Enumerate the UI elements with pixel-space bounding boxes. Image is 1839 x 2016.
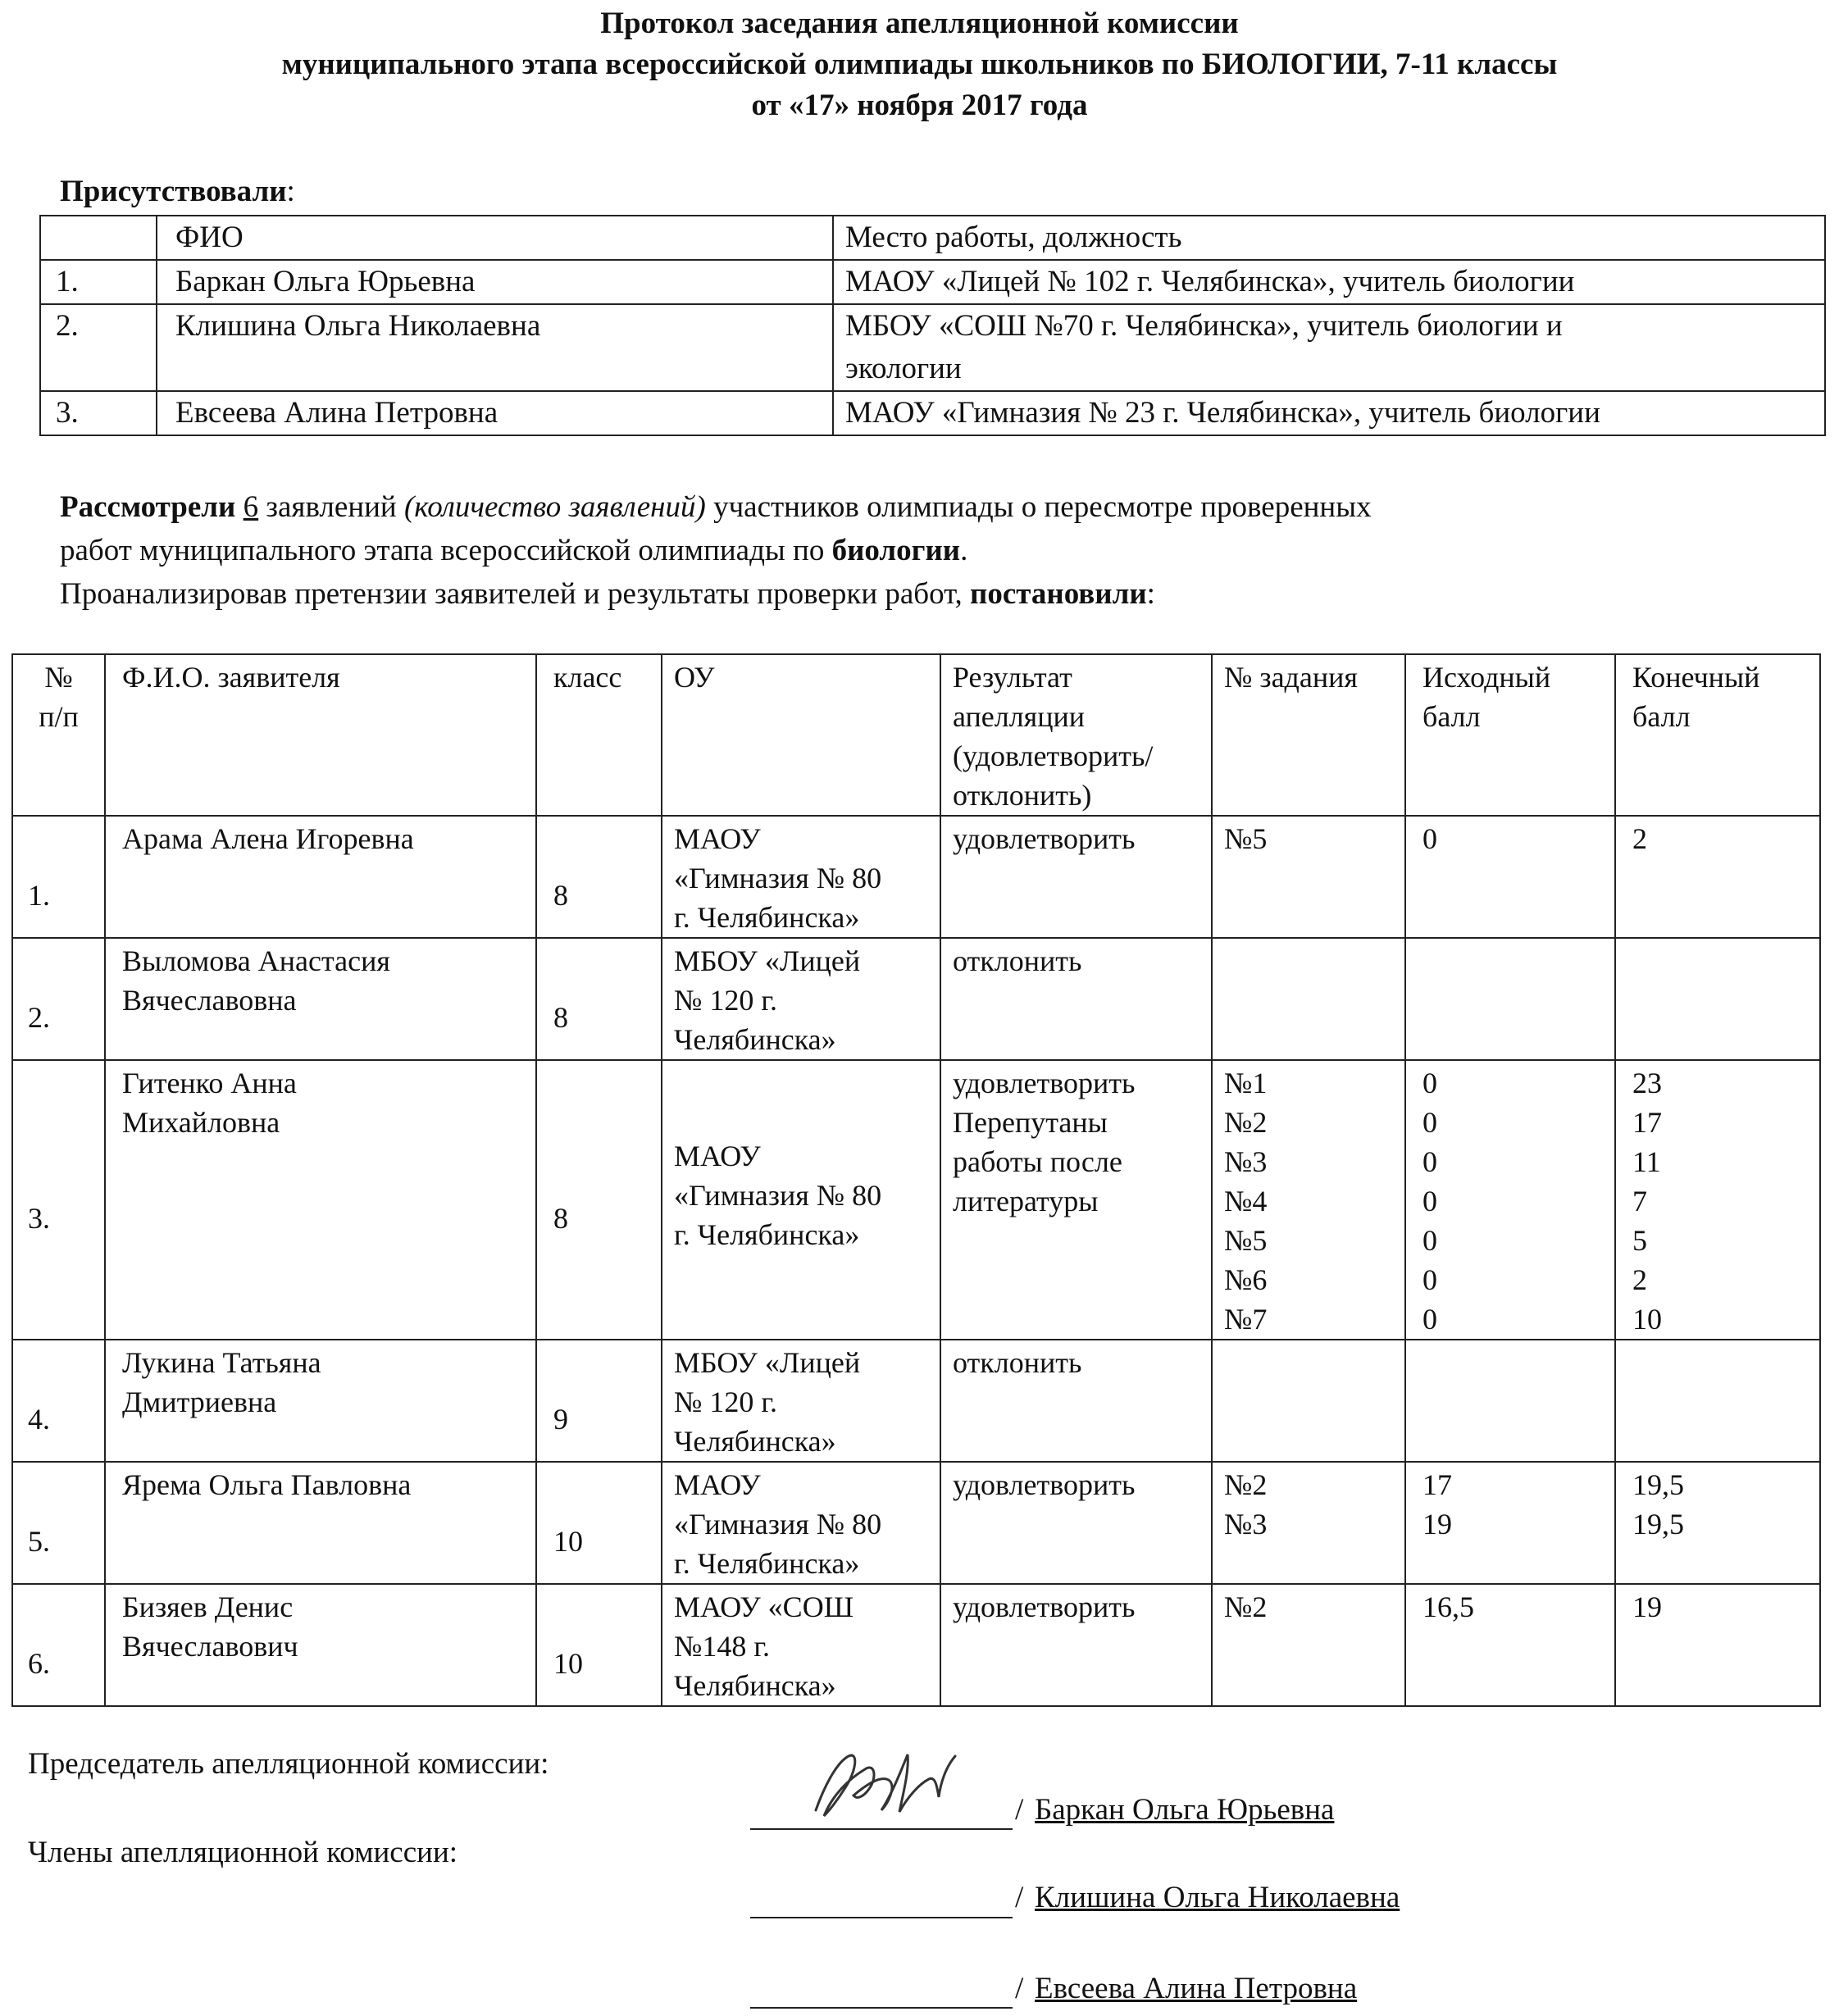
chair-signature — [799, 1738, 988, 1828]
chair-name: Баркан Ольга Юрьевна — [1035, 1793, 1335, 1827]
header-initial-line: Исходный — [1422, 661, 1551, 694]
intro-line-2-dot: . — [960, 534, 968, 567]
member1-signature-line — [750, 1917, 1013, 1918]
appeal-school — [662, 1462, 940, 1584]
applicant-name-line: Бизяев Денис — [122, 1591, 294, 1623]
final-score-value: 11 — [1632, 1145, 1661, 1178]
members-row — [40, 304, 1825, 391]
applicant-name-line: Михайловна — [122, 1106, 280, 1139]
school-line: г. Челябинска» — [674, 901, 860, 934]
members-workplace — [833, 304, 1825, 391]
result-line: литературы — [953, 1185, 1099, 1217]
appeal-row — [12, 938, 1820, 1060]
appeal-result — [940, 1340, 1212, 1462]
appeal-school — [662, 1340, 940, 1462]
appeal-tasks — [1212, 1462, 1405, 1584]
members-name: Клишина Ольга Николаевна — [157, 304, 833, 391]
intro-line-3 — [60, 572, 1372, 616]
final-score — [1615, 1584, 1820, 1706]
school-line: Челябинска» — [674, 1425, 836, 1458]
result-line: удовлетворить — [953, 1591, 1136, 1623]
member2-name: Евсеева Алина Петровна — [1035, 1972, 1358, 2005]
members-table — [39, 215, 1826, 436]
initial-score — [1405, 816, 1615, 938]
appeal-school — [662, 1584, 940, 1706]
members-header-name: ФИО — [157, 216, 833, 260]
task-number: №5 — [1224, 1224, 1268, 1257]
school-line: Челябинска» — [674, 1023, 836, 1056]
intro-line-1 — [60, 485, 1372, 529]
initial-score-value: 0 — [1422, 1067, 1437, 1099]
final-score-value: 19 — [1632, 1591, 1662, 1623]
final-score-value: 5 — [1632, 1224, 1647, 1257]
member2-signature-line — [750, 2007, 1013, 2009]
appeals-body — [12, 816, 1820, 1706]
result-line: удовлетворить — [953, 1468, 1136, 1501]
chair-label: Председатель апелляционной комиссии: — [28, 1747, 549, 1781]
header-task: № задания — [1212, 654, 1405, 816]
members-header-num — [40, 216, 157, 260]
final-score-value: 19,5 — [1632, 1508, 1684, 1540]
title-line-2: муниципального этапа всероссийской олимпиады школьников по БИОЛОГИИ, 7-11 классы — [281, 48, 1558, 81]
appeal-num: 3. — [12, 1060, 105, 1340]
appeals-header-row — [12, 654, 1820, 816]
result-line: работы после — [953, 1145, 1122, 1178]
school-line: г. Челябинска» — [674, 1547, 860, 1580]
present-label — [60, 174, 295, 209]
protocol-title — [0, 3, 1839, 126]
school-line: МАОУ — [674, 1468, 761, 1501]
header-initial-line: балл — [1422, 700, 1481, 733]
task-number: №2 — [1224, 1468, 1268, 1501]
members-label: Члены апелляционной комиссии: — [28, 1836, 458, 1869]
school-line: МАОУ «СОШ — [674, 1591, 854, 1623]
intro-line-2-text: работ муниципального этапа всероссийской олимпиады по — [60, 534, 832, 567]
applicant-name-line: Лукина Татьяна — [122, 1346, 321, 1379]
member2-slash: / — [1015, 1972, 1024, 2005]
header-result-line: (удовлетворить/ — [953, 740, 1154, 772]
school-line: г. Челябинска» — [674, 1218, 860, 1251]
members-num: 1. — [40, 260, 157, 304]
appeal-result — [940, 938, 1212, 1060]
members-name: Баркан Ольга Юрьевна — [157, 260, 833, 304]
present-label-text: Присутствовали — [60, 175, 287, 208]
final-score — [1615, 816, 1820, 938]
appeals-table — [11, 653, 1821, 1707]
task-number: №3 — [1224, 1508, 1268, 1540]
applicant-name — [105, 938, 536, 1060]
applicant-name — [105, 1340, 536, 1462]
appeal-result — [940, 1060, 1212, 1340]
applicant-name-line: Дмитриевна — [122, 1386, 277, 1418]
applicant-name-line: Выломова Анастасия — [122, 944, 390, 977]
header-result — [940, 654, 1212, 816]
header-school: ОУ — [662, 654, 940, 816]
initial-score — [1405, 938, 1615, 1060]
school-line: «Гимназия № 80 — [674, 862, 882, 894]
appeal-grade: 10 — [536, 1462, 662, 1584]
header-grade: класс — [536, 654, 662, 816]
header-result-line: Результат — [953, 661, 1072, 694]
member1-slash: / — [1015, 1881, 1024, 1914]
member1-name: Клишина Ольга Николаевна — [1035, 1881, 1400, 1914]
applicant-name-line: Арама Алена Игоревна — [122, 822, 414, 855]
task-number: №5 — [1224, 822, 1268, 855]
result-line: удовлетворить — [953, 1067, 1136, 1099]
appeal-row — [12, 1340, 1820, 1462]
header-name: Ф.И.О. заявителя — [105, 654, 536, 816]
result-line: отклонить — [953, 1346, 1082, 1379]
appeal-tasks — [1212, 816, 1405, 938]
appeal-school — [662, 938, 940, 1060]
chair-signature-line — [750, 1828, 1013, 1830]
header-result-line: апелляции — [953, 700, 1086, 733]
final-score-value: 2 — [1632, 1263, 1647, 1296]
result-line: отклонить — [953, 944, 1082, 977]
members-workplace-line: МБОУ «СОШ №70 г. Челябинска», учитель биологии и — [845, 309, 1563, 343]
appeal-row — [12, 816, 1820, 938]
school-line: «Гимназия № 80 — [674, 1179, 882, 1212]
members-num: 3. — [40, 391, 157, 435]
final-score — [1615, 938, 1820, 1060]
intro-text-1: заявлений — [258, 490, 404, 524]
header-initial — [1405, 654, 1615, 816]
school-line: МБОУ «Лицей — [674, 944, 861, 977]
applicant-name — [105, 1462, 536, 1584]
appeal-grade: 8 — [536, 816, 662, 938]
task-number: №2 — [1224, 1591, 1268, 1623]
members-num: 2. — [40, 304, 157, 391]
school-line: МАОУ — [674, 822, 761, 855]
appeal-grade: 10 — [536, 1584, 662, 1706]
applicant-name-line: Вячеславович — [122, 1630, 298, 1663]
appeal-num: 4. — [12, 1340, 105, 1462]
final-score-value: 23 — [1632, 1067, 1662, 1099]
initial-score-value: 17 — [1422, 1468, 1452, 1501]
school-line: № 120 г. — [674, 1386, 778, 1418]
final-score — [1615, 1340, 1820, 1462]
intro-text-2: участников олимпиады о пересмотре проверенных — [705, 490, 1372, 524]
applicant-name-line: Вячеславовна — [122, 984, 297, 1017]
initial-score — [1405, 1340, 1615, 1462]
appeal-grade: 8 — [536, 938, 662, 1060]
title-line-3: от «17» ноября 2017 года — [751, 89, 1088, 122]
initial-score-value: 0 — [1422, 1224, 1437, 1257]
task-number: №4 — [1224, 1185, 1268, 1217]
appeal-school — [662, 1060, 940, 1340]
header-num-line: п/п — [39, 700, 79, 733]
title-line-1: Протокол заседания апелляционной комиссии — [600, 7, 1239, 40]
task-number: №3 — [1224, 1145, 1268, 1178]
appeal-result — [940, 1462, 1212, 1584]
subject-name: биологии — [831, 534, 961, 567]
count-note: (количество заявлений) — [403, 490, 706, 524]
result-line: Перепутаны — [953, 1106, 1108, 1139]
appeal-num: 5. — [12, 1462, 105, 1584]
result-line: удовлетворить — [953, 822, 1136, 855]
members-name: Евсеева Алина Петровна — [157, 391, 833, 435]
appeal-num: 1. — [12, 816, 105, 938]
applicant-name — [105, 1060, 536, 1340]
intro-line-2 — [60, 529, 1372, 572]
appeal-tasks — [1212, 1060, 1405, 1340]
header-num-line: № — [44, 661, 73, 694]
intro-line-3-text: Проанализировав претензии заявителей и результаты проверки работ, — [60, 577, 971, 611]
members-row — [40, 260, 1825, 304]
decided-label: постановили — [970, 577, 1147, 611]
reviewed-label: Рассмотрели — [60, 490, 236, 524]
members-header-workplace: Место работы, должность — [833, 216, 1825, 260]
initial-score — [1405, 1462, 1615, 1584]
appeal-row — [12, 1060, 1820, 1340]
applicant-name-line: Гитенко Анна — [122, 1067, 297, 1099]
task-number: №1 — [1224, 1067, 1268, 1099]
header-num — [12, 654, 105, 816]
members-workplace: МАОУ «Гимназия № 23 г. Челябинска», учитель биологии — [833, 391, 1825, 435]
initial-score-value: 0 — [1422, 1106, 1437, 1139]
appeal-num: 2. — [12, 938, 105, 1060]
appeal-tasks — [1212, 938, 1405, 1060]
final-score — [1615, 1060, 1820, 1340]
appeal-row — [12, 1584, 1820, 1706]
applicant-name — [105, 816, 536, 938]
final-score-value: 10 — [1632, 1303, 1662, 1336]
intro-line-3-colon: : — [1146, 577, 1155, 611]
initial-score-value: 0 — [1422, 1303, 1437, 1336]
school-line: «Гимназия № 80 — [674, 1508, 882, 1540]
final-score-value: 2 — [1632, 822, 1647, 855]
task-number: №7 — [1224, 1303, 1268, 1336]
appeal-num: 6. — [12, 1584, 105, 1706]
initial-score — [1405, 1584, 1615, 1706]
present-label-colon: : — [286, 175, 295, 208]
appeal-result — [940, 1584, 1212, 1706]
school-line: Челябинска» — [674, 1669, 836, 1702]
appeal-grade: 8 — [536, 1060, 662, 1340]
members-workplace: МАОУ «Лицей № 102 г. Челябинска», учитель биологии — [833, 260, 1825, 304]
appeal-grade: 9 — [536, 1340, 662, 1462]
appeals-count: 6 — [243, 490, 259, 524]
school-line: № 120 г. — [674, 984, 778, 1017]
final-score-value: 7 — [1632, 1185, 1647, 1217]
initial-score-value: 0 — [1422, 1263, 1437, 1296]
final-score-value: 17 — [1632, 1106, 1662, 1139]
initial-score-value: 0 — [1422, 1145, 1437, 1178]
initial-score-value: 0 — [1422, 1185, 1437, 1217]
appeal-row — [12, 1462, 1820, 1584]
intro-paragraph — [60, 485, 1372, 616]
initial-score-value: 19 — [1422, 1508, 1452, 1540]
appeal-tasks — [1212, 1584, 1405, 1706]
final-score — [1615, 1462, 1820, 1584]
appeal-tasks — [1212, 1340, 1405, 1462]
header-final-line: Конечный — [1632, 661, 1760, 694]
appeal-school — [662, 816, 940, 938]
initial-score-value: 0 — [1422, 822, 1437, 855]
header-final — [1615, 654, 1820, 816]
members-workplace-line: экологии — [845, 352, 962, 385]
chair-slash: / — [1015, 1793, 1024, 1827]
task-number: №6 — [1224, 1263, 1268, 1296]
members-header-row — [40, 216, 1825, 260]
final-score-value: 19,5 — [1632, 1468, 1684, 1501]
school-line: МАОУ — [674, 1140, 761, 1172]
header-result-line: отклонить) — [953, 779, 1092, 812]
school-line: МБОУ «Лицей — [674, 1346, 861, 1379]
members-row — [40, 391, 1825, 435]
appeal-result — [940, 816, 1212, 938]
school-line: №148 г. — [674, 1630, 771, 1663]
header-final-line: балл — [1632, 700, 1691, 733]
initial-score — [1405, 1060, 1615, 1340]
initial-score-value: 16,5 — [1422, 1591, 1474, 1623]
applicant-name — [105, 1584, 536, 1706]
task-number: №2 — [1224, 1106, 1268, 1139]
applicant-name-line: Ярема Ольга Павловна — [122, 1468, 412, 1501]
